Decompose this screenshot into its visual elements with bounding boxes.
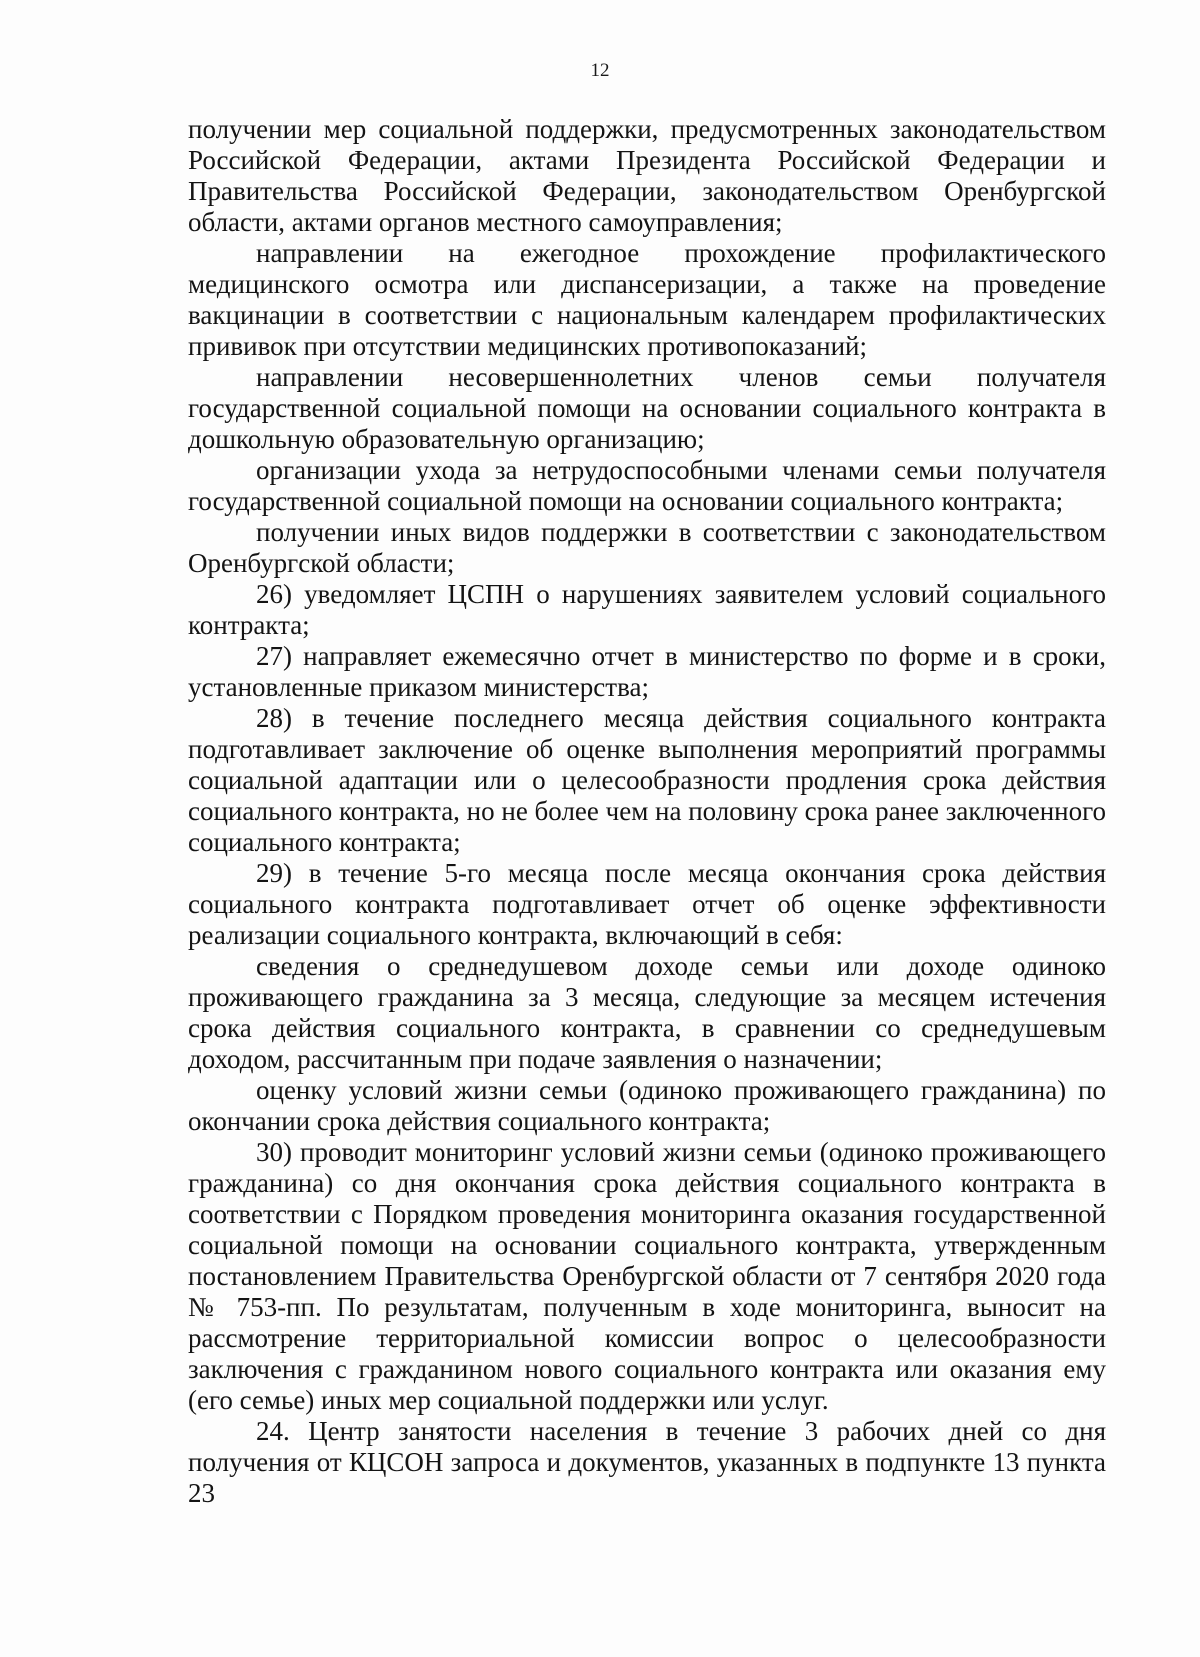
paragraph-care-for-disabled: организации ухода за нетрудоспособными членами семьи получателя государственной социальной помощи на основании социального контракта; xyxy=(188,455,1106,516)
paragraph-social-support-continuation: получении мер социальной поддержки, предусмотренных законодательством Российской Федерации, актами Президента Российской Федерации и Правительства Российской Федерации, законодательством Оренбургской области, актами органов местного самоуправления; xyxy=(188,114,1106,237)
paragraph-preschool-referral: направлении несовершеннолетних членов семьи получателя государственной социальной помощи на основании социального контракта в дошкольную образовательную организацию; xyxy=(188,362,1106,454)
paragraph-medical-examination: направлении на ежегодное прохождение профилактического медицинского осмотра или диспансеризации, а также на проведение вакцинации в соответствии с национальным календарем профилактических прививок при отсутствии медицинских противопоказаний; xyxy=(188,238,1106,361)
page-number: 12 xyxy=(590,60,610,81)
paragraph-living-conditions: оценку условий жизни семьи (одиноко проживающего гражданина) по окончании срока действия социального контракта; xyxy=(188,1075,1106,1136)
paragraph-other-support: получении иных видов поддержки в соответствии с законодательством Оренбургской области; xyxy=(188,517,1106,578)
paragraph-item-27: 27) направляет ежемесячно отчет в министерство по форме и в сроки, установленные приказом министерства; xyxy=(188,641,1106,702)
paragraph-item-24-employment-center: 24. Центр занятости населения в течение 3 рабочих дней со дня получения от КЦСОН запроса и документов, указанных в подпункте 13 пункта 23 xyxy=(188,1416,1106,1508)
paragraph-item-28: 28) в течение последнего месяца действия социального контракта подготавливает заключение об оценке выполнения мероприятий программы социальной адаптации или о целесообразности продления срока действия социального контракта, но не более чем на половину срока ранее заключенного социального контракта; xyxy=(188,703,1106,857)
paragraph-item-29: 29) в течение 5-го месяца после месяца окончания срока действия социального контракта подготавливает отчет об оценке эффективности реализации социального контракта, включающий в себя: xyxy=(188,858,1106,950)
paragraph-income-info: сведения о среднедушевом доходе семьи или доходе одиноко проживающего гражданина за 3 месяца, следующие за месяцем истечения срока действия социального контракта, в сравнении со среднедушевым доходом, рассчитанным при подаче заявления о назначении; xyxy=(188,951,1106,1074)
paragraph-item-30: 30) проводит мониторинг условий жизни семьи (одиноко проживающего гражданина) со дня окончания срока действия социального контракта в соответствии с Порядком проведения мониторинга оказания государственной социальной помощи на основании социального контракта, утвержденным постановлением Правительства Оренбургской области от 7 сентября 2020 года № 753-пп. По результатам, полученным в ходе мониторинга, выносит на рассмотрение территориальной комиссии вопрос о целесообразности заключения с гражданином нового социального контракта или оказания ему (его семье) иных мер социальной поддержки или услуг. xyxy=(188,1137,1106,1415)
paragraph-item-26: 26) уведомляет ЦСПН о нарушениях заявителем условий социального контракта; xyxy=(188,579,1106,640)
document-body xyxy=(188,114,1106,1509)
